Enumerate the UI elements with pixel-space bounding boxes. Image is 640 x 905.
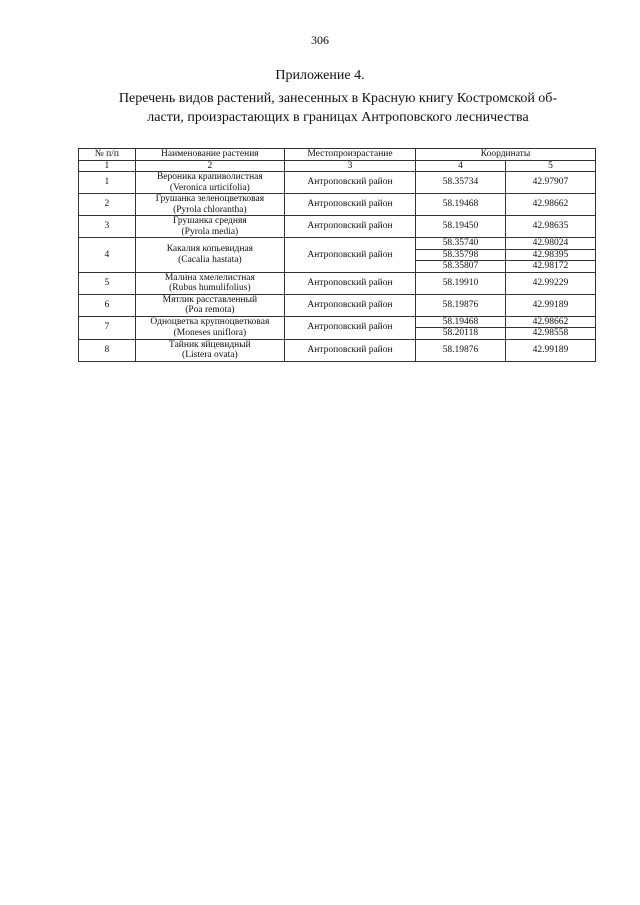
row-number: 3	[79, 216, 136, 238]
location: Антроповский район	[285, 238, 416, 273]
location: Антроповский район	[285, 272, 416, 294]
latitude: 58.19468	[415, 194, 505, 216]
location: Антроповский район	[285, 216, 416, 238]
document-title	[78, 89, 598, 127]
latitude: 58.19450	[415, 216, 505, 238]
latitude: 58.35734	[415, 172, 505, 194]
longitude: 42.98558	[505, 328, 595, 340]
longitude: 42.97907	[505, 172, 595, 194]
plant-name-russian: Тайник яйцевидный	[169, 339, 251, 350]
table-row	[79, 238, 596, 250]
table-row	[79, 194, 596, 216]
table-row	[79, 316, 596, 328]
appendix-heading: Приложение 4.	[275, 68, 365, 83]
longitude: 42.98395	[505, 249, 595, 261]
column-number-row	[79, 160, 596, 172]
latitude: 58.35798	[415, 249, 505, 261]
title-line-2: ласти, произрастающих в границах Антроповского лесничества	[147, 110, 529, 125]
latitude: 58.20118	[415, 328, 505, 340]
plant-name	[135, 172, 284, 194]
plant-name	[135, 238, 284, 273]
longitude: 42.98662	[505, 194, 595, 216]
column-number: 2	[135, 160, 284, 172]
plant-name	[135, 316, 284, 339]
row-number: 8	[79, 339, 136, 361]
location: Антроповский район	[285, 172, 416, 194]
longitude: 42.98172	[505, 261, 595, 273]
row-number: 5	[79, 272, 136, 294]
latitude: 58.19876	[415, 294, 505, 316]
row-number: 2	[79, 194, 136, 216]
plant-name-russian: Грушанка зеленоцветковая	[155, 194, 265, 204]
longitude: 42.98662	[505, 316, 595, 328]
column-number: 3	[285, 160, 416, 172]
row-number: 1	[79, 172, 136, 194]
location: Антроповский район	[285, 339, 416, 361]
table-row	[79, 294, 596, 316]
plant-name-russian: Малина хмелелистная	[164, 272, 255, 283]
latitude: 58.35807	[415, 261, 505, 273]
plant-name-russian: Какалия копьевидная	[166, 244, 254, 255]
header-number: № п/п	[79, 149, 136, 161]
table-body	[79, 172, 596, 362]
longitude: 42.99189	[505, 294, 595, 316]
longitude: 42.99229	[505, 272, 595, 294]
species-table	[78, 148, 596, 362]
plant-name-latin: (Listera ovata)	[182, 350, 238, 360]
longitude: 42.98024	[505, 238, 595, 250]
plant-name	[135, 294, 284, 316]
row-number: 4	[79, 238, 136, 273]
plant-name-latin: (Pyrola media)	[181, 226, 239, 237]
plant-name-russian: Вероника крапиволистная	[156, 172, 263, 182]
latitude: 58.19468	[415, 316, 505, 328]
latitude: 58.19910	[415, 272, 505, 294]
plant-name-latin: (Cacalia hastata)	[178, 254, 242, 265]
plant-name-latin: (Veronica urticifolia)	[169, 182, 250, 193]
plant-name-russian: Мятлик расставленный	[162, 294, 258, 305]
table-row	[79, 272, 596, 294]
plant-name	[135, 272, 284, 294]
plant-name-latin: (Pyrola chloranthа)	[173, 204, 247, 215]
longitude: 42.98635	[505, 216, 595, 238]
longitude: 42.99189	[505, 339, 595, 361]
plant-name-russian: Грушанка средняя	[173, 216, 247, 226]
page-number: 306	[311, 33, 329, 47]
column-number: 5	[505, 160, 595, 172]
table-header-row	[79, 149, 596, 161]
column-number: 1	[79, 160, 136, 172]
plant-name-russian: Одноцветка крупноцветковая	[150, 317, 270, 327]
plant-name-latin: (Rubus humulifolius)	[169, 283, 251, 293]
column-number: 4	[415, 160, 505, 172]
header-plant-name: Наименование растения	[135, 149, 284, 161]
header-coordinates: Координаты	[415, 149, 595, 161]
plant-name-latin: (Poa remota)	[185, 305, 235, 315]
location: Антроповский район	[285, 316, 416, 339]
title-line-1: Перечень видов растений, занесенных в Красную книгу Костромской об-	[118, 91, 558, 106]
plant-name	[135, 194, 284, 216]
row-number: 6	[79, 294, 136, 316]
table-row	[79, 216, 596, 238]
table-row	[79, 339, 596, 361]
plant-name-latin: (Moneses uniflora)	[173, 327, 247, 338]
location: Антроповский район	[285, 194, 416, 216]
table-row	[79, 172, 596, 194]
location: Антроповский район	[285, 294, 416, 316]
plant-name	[135, 216, 284, 238]
latitude: 58.35740	[415, 238, 505, 250]
latitude: 58.19876	[415, 339, 505, 361]
header-location: Местопроизрастание	[285, 149, 416, 161]
plant-name	[135, 339, 284, 361]
row-number: 7	[79, 316, 136, 339]
